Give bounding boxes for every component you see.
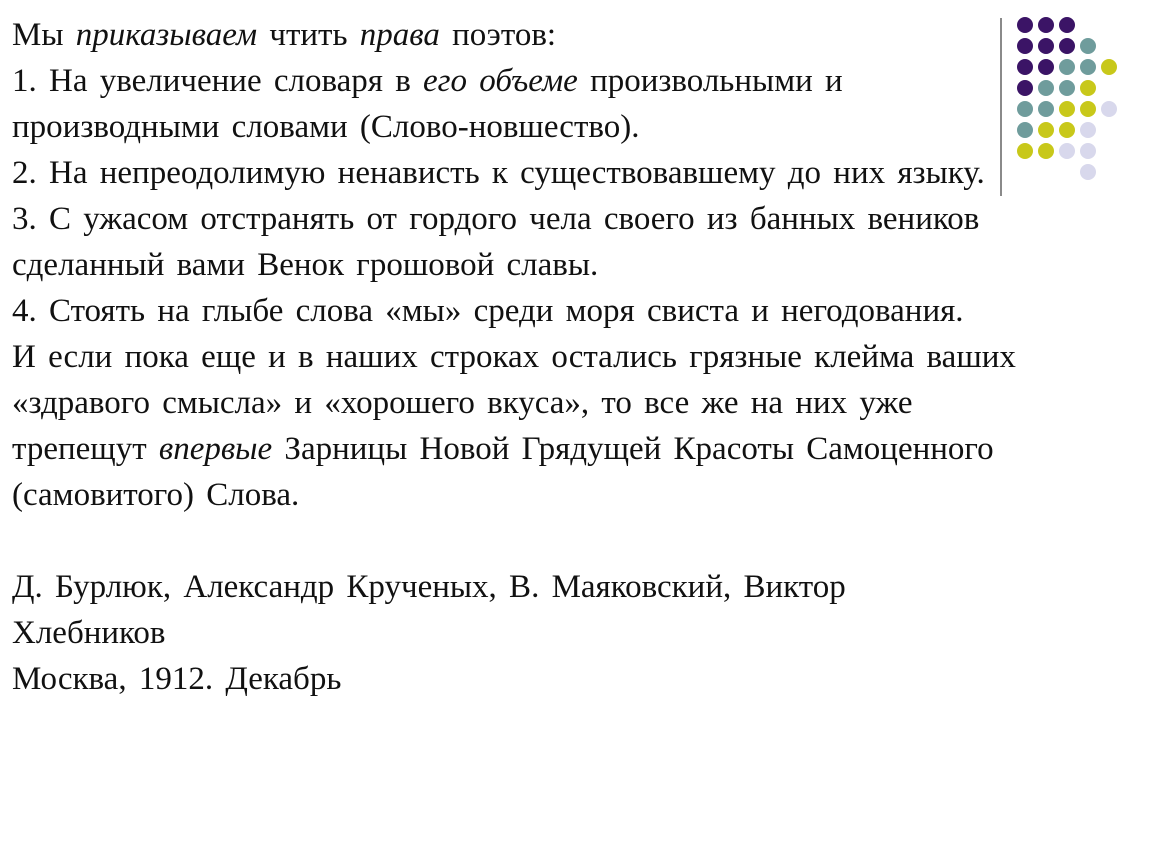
item-1-italic: его объеме bbox=[423, 63, 578, 99]
decorative-dot bbox=[1038, 59, 1054, 75]
decorative-dot bbox=[1080, 101, 1096, 117]
intro-word-5: поэтов: bbox=[452, 17, 557, 53]
closing-line-3-post: Зарницы Новой Грядущей Красоты Самоценного bbox=[284, 431, 994, 467]
decorative-dot bbox=[1080, 59, 1096, 75]
intro-line bbox=[12, 12, 1142, 58]
decorative-dot bbox=[1059, 101, 1075, 117]
intro-word-2-italic: приказываем bbox=[75, 17, 258, 53]
item-1-line-1 bbox=[12, 58, 1142, 104]
closing-line-1: И если пока еще и в наших строках остались грязные клейма ваших bbox=[12, 339, 1016, 375]
decorative-dot bbox=[1038, 122, 1054, 138]
decorative-dot-grid bbox=[1017, 17, 1132, 167]
decorative-dot bbox=[1038, 101, 1054, 117]
decorative-dot bbox=[1059, 59, 1075, 75]
intro-word-1: Мы bbox=[12, 17, 64, 53]
decorative-dot bbox=[1059, 80, 1075, 96]
item-3-line-2: сделанный вами Венок грошовой славы. bbox=[12, 247, 599, 283]
decorative-dot bbox=[1080, 38, 1096, 54]
decorative-dot bbox=[1038, 80, 1054, 96]
item-1-text-a: 1. На увеличение словаря в bbox=[12, 63, 411, 99]
decorative-dot bbox=[1080, 164, 1096, 180]
decorative-dot bbox=[1017, 59, 1033, 75]
signature-line-2: Хлебников bbox=[12, 615, 166, 651]
decorative-dot bbox=[1017, 143, 1033, 159]
decorative-dot bbox=[1059, 143, 1075, 159]
item-1-text-b: произвольными и bbox=[590, 63, 843, 99]
blank-line bbox=[12, 518, 1142, 564]
decorative-dot bbox=[1038, 17, 1054, 33]
decorative-dot bbox=[1101, 101, 1117, 117]
item-4-line: 4. Стоять на глыбе слова «мы» среди моря свиста и негодования. bbox=[12, 293, 964, 329]
closing-line-3 bbox=[12, 426, 1142, 472]
decorative-dot bbox=[1038, 143, 1054, 159]
decorative-dot bbox=[1059, 38, 1075, 54]
decorative-dot bbox=[1017, 17, 1033, 33]
signature-line-1: Д. Бурлюк, Александр Крученых, В. Маяковский, Виктор bbox=[12, 569, 846, 605]
decorative-dot bbox=[1017, 80, 1033, 96]
manifesto-text bbox=[12, 12, 1142, 702]
decorative-dot bbox=[1017, 38, 1033, 54]
closing-line-3-pre: трепещут bbox=[12, 431, 147, 467]
decorative-dot bbox=[1017, 122, 1033, 138]
decorative-dot bbox=[1017, 101, 1033, 117]
decorative-dot bbox=[1059, 122, 1075, 138]
decorative-dot bbox=[1101, 59, 1117, 75]
closing-line-3-italic: впервые bbox=[158, 431, 273, 467]
closing-line-2: «здравого смысла» и «хорошего вкуса», то все же на них уже bbox=[12, 385, 913, 421]
decorative-dot bbox=[1080, 80, 1096, 96]
item-3-line-1: 3. С ужасом отстранять от гордого чела своего из банных веников bbox=[12, 201, 980, 237]
vertical-divider bbox=[1000, 18, 1002, 196]
decorative-dot bbox=[1080, 122, 1096, 138]
place-date-line: Москва, 1912. Декабрь bbox=[12, 661, 342, 697]
item-2-line: 2. На непреодолимую ненависть к существовавшему до них языку. bbox=[12, 155, 985, 191]
intro-word-3: чтить bbox=[269, 17, 348, 53]
item-1-line-2: производными словами (Слово-новшество). bbox=[12, 109, 640, 145]
decorative-dot bbox=[1080, 143, 1096, 159]
closing-line-4: (самовитого) Слова. bbox=[12, 477, 300, 513]
intro-word-4-italic: права bbox=[359, 17, 440, 53]
decorative-dot bbox=[1059, 17, 1075, 33]
decorative-dot bbox=[1038, 38, 1054, 54]
